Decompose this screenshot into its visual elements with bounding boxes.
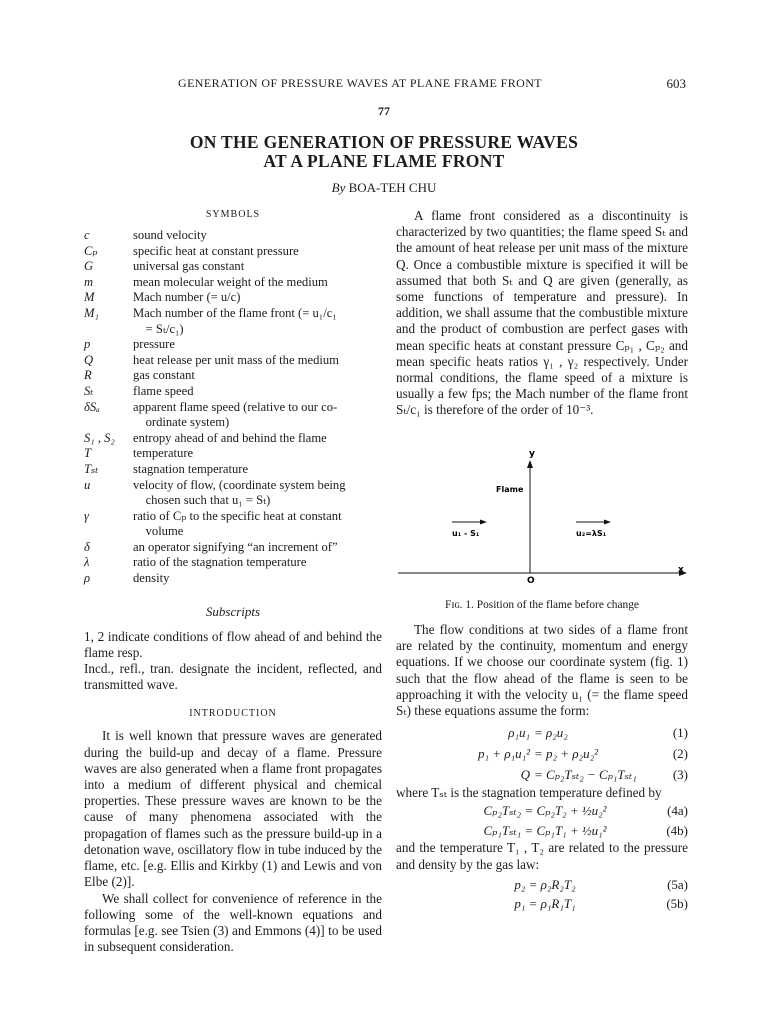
figure-1 — [396, 444, 696, 616]
equation-num: (2) — [672, 745, 688, 761]
equations-block-3 — [396, 875, 688, 914]
introduction-paragraph-1: It is well known that pressure waves are generated during the build-up and decay of a flame. Pressure waves are also generated when a flame front propagates into a medium of different physical and chemical properties. These pressure waves are known to be the cause of many phenomena associated with the propagation of flames such as the pressure build-up in a detonation wave, oscillatory flow in tube induced by the flame, etc. [e.g. Ellis and Kirkby (1) and Lewis and von Elbe (2)]. — [84, 728, 382, 890]
flame-diagram — [396, 444, 696, 594]
symbols-list — [84, 228, 382, 587]
symbol-glyph: γ — [84, 508, 89, 523]
symbol-glyph: Sₜ — [84, 383, 94, 398]
equation-row — [446, 722, 688, 743]
symbol-row — [84, 478, 382, 494]
article-number: 77 — [378, 104, 390, 118]
equation-lhs: ρ₁u₁ — [508, 724, 530, 740]
symbol-row — [84, 275, 382, 291]
equation-row — [446, 875, 688, 895]
symbol-description: sound velocity — [133, 228, 207, 242]
equation-row — [446, 894, 688, 914]
equation-expr: Cₚ₂Tₛₜ₂ = Cₚ₂T₂ + ½u₂² — [483, 803, 607, 819]
right-column — [396, 208, 688, 419]
symbol-glyph — [84, 415, 133, 431]
symbol-glyph: M₁ — [84, 305, 99, 320]
symbols-heading: SYMBOLS — [205, 209, 261, 220]
equation-num: (5b) — [666, 896, 688, 912]
symbol-row — [84, 244, 382, 260]
equation-expr: p₂ = ρ₂R₂T₂ — [514, 876, 576, 892]
y-label: y — [529, 449, 535, 459]
author-name: BOA-TEH CHU — [348, 180, 437, 195]
right-flow-arrowhead — [604, 520, 611, 525]
symbol-description: temperature — [133, 446, 194, 461]
y-axis-arrowhead — [527, 460, 533, 468]
right-column-lower — [396, 622, 688, 914]
symbol-row — [84, 400, 382, 416]
symbol-description: volume — [133, 524, 184, 539]
symbol-description: ratio of Cₚ to the specific heat at constant — [133, 508, 342, 523]
symbol-row — [84, 368, 382, 384]
symbol-description: Mach number of the flame front (= u₁/c₁ — [133, 305, 337, 320]
symbol-row — [84, 555, 382, 571]
symbol-glyph: δ — [84, 539, 90, 554]
byline — [0, 180, 768, 196]
symbol-description: flame speed — [133, 383, 194, 398]
symbol-row — [84, 384, 382, 400]
right-paragraph-3: where Tₛₜ is the stagnation temperature defined by — [396, 785, 662, 801]
symbol-description: velocity of flow, (coordinate system being — [133, 477, 346, 492]
symbol-glyph — [84, 322, 133, 338]
title-line-1: ON THE GENERATION OF PRESSURE WAVES — [189, 132, 579, 152]
symbol-row — [84, 290, 382, 306]
symbol-description: chosen such that u₁ = Sₜ) — [133, 493, 271, 508]
by-word: By — [331, 180, 346, 195]
symbol-glyph: u — [84, 477, 91, 492]
symbol-row — [84, 493, 382, 509]
equation-num: (4b) — [666, 822, 688, 838]
symbol-glyph — [84, 524, 133, 540]
symbol-row — [84, 446, 382, 462]
equation-lhs: Q — [520, 766, 530, 782]
symbol-glyph: Tₛₜ — [84, 461, 99, 476]
left-flow-label: u₁ - S₁ — [452, 529, 480, 538]
equation-rhs: = Cₚ₂Tₛₜ₂ − Cₚ₁Tₛₜ₁ — [534, 766, 637, 782]
symbol-description: ratio of the stagnation temperature — [133, 555, 307, 570]
right-paragraph-1: A flame front considered as a discontinuity is characterized by two quantities; the flame speed Sₜ and the amount of heat release per unit mass of the mixture Q. Once a combustible mixture is specified it will be assumed that both Sₜ and Q are given (generally, as some functions of temperature and pressure). In addition, we shall assume that the combustible mixture and the product of combustion are perfect gases with mean specific heats at constant pressure Cₚ₁ , Cₚ₂ and mean specific heats ratios γ₁ , γ₂ respectively. Under normal conditions, the flame speed of a mixture is usually a few fps; the Mach number of the flame front Sₜ/c₁ is therefore of the order of 10⁻³. — [396, 208, 688, 418]
symbol-glyph: Cₚ — [84, 243, 98, 258]
equation-rhs: = p₂ + ρ₂u₂² — [534, 745, 598, 761]
symbol-description: pressure — [133, 337, 175, 352]
symbol-glyph: G — [84, 259, 94, 274]
symbol-row — [84, 415, 382, 431]
symbol-glyph: λ — [84, 555, 90, 570]
symbol-row — [84, 353, 382, 369]
symbol-description: stagnation temperature — [133, 461, 249, 476]
symbol-row — [84, 462, 382, 478]
x-label: x — [678, 565, 684, 575]
symbol-glyph: δSₐ — [84, 399, 100, 414]
symbol-glyph: p — [84, 337, 91, 352]
origin-label: O — [527, 576, 535, 586]
subscripts-paragraph-1: 1, 2 indicate conditions of flow ahead of and behind the flame resp. — [84, 628, 382, 660]
symbol-row — [84, 322, 382, 338]
symbol-description: Mach number (= u/c) — [133, 290, 241, 305]
right-paragraph-2: The flow conditions at two sides of a flame front are related by the continuity, momentum and energy equations. If we choose our coordinate system (fig. 1) such that the flow ahead of the flame is seen to be approaching it with the velocity u₁ (= the flame speed Sₜ) these equations assume the form: — [396, 622, 688, 719]
symbol-glyph: R — [84, 368, 92, 383]
equation-num: (3) — [672, 766, 688, 782]
equation-row — [446, 801, 688, 821]
symbol-description: an operator signifying “an increment of” — [133, 539, 338, 554]
equation-rhs: = ρ₂u₂ — [534, 724, 568, 740]
symbol-glyph: T — [84, 446, 92, 461]
symbol-row — [84, 571, 382, 587]
symbol-glyph: m — [84, 274, 94, 289]
equation-row — [446, 764, 688, 785]
right-flow-label: u₂=λS₁ — [576, 529, 607, 538]
symbol-description: mean molecular weight of the medium — [133, 274, 328, 289]
symbol-glyph — [84, 493, 133, 509]
left-column — [84, 208, 382, 955]
left-flow-arrowhead — [480, 520, 487, 525]
symbol-description: density — [133, 571, 170, 586]
introduction-paragraph-2: We shall collect for convenience of reference in the following some of the well-known equations and formulas [e.g. see Tsien (3) and Emmons (4)] to be used in subsequent consideration. — [84, 890, 382, 955]
equation-num: (1) — [672, 724, 688, 740]
symbol-glyph: ρ — [84, 571, 91, 586]
introduction-heading: INTRODUCTION — [189, 708, 277, 720]
equation-lhs: p₁ + ρ₁u₁² — [478, 745, 530, 761]
symbol-row — [84, 431, 382, 447]
equation-row — [446, 821, 688, 841]
symbol-row — [84, 306, 382, 322]
symbol-description: entropy ahead of and behind the flame — [133, 430, 327, 445]
equation-expr: p₁ = ρ₁R₁T₁ — [514, 896, 576, 912]
title-line-2: AT A PLANE FLAME FRONT — [263, 151, 505, 171]
equation-num: (4a) — [667, 803, 688, 819]
symbol-description: heat release per unit mass of the medium — [133, 352, 339, 367]
symbol-row — [84, 524, 382, 540]
symbol-description: specific heat at constant pressure — [133, 243, 299, 258]
symbol-row — [84, 509, 382, 525]
equation-num: (5a) — [667, 876, 688, 892]
figure-caption: Fɪɢ. 1. Position of the flame before change — [444, 599, 639, 611]
symbol-row — [84, 259, 382, 275]
symbol-description: universal gas constant — [133, 259, 245, 274]
running-title: GENERATION OF PRESSURE WAVES AT PLANE FRAME FRONT — [178, 76, 542, 90]
symbol-description: = Sₜ/c₁) — [133, 321, 184, 336]
subscripts-paragraph-2: Incd., refl., tran. designate the incident, reflected, and transmitted wave. — [84, 661, 382, 693]
symbol-glyph: c — [84, 228, 90, 242]
equations-block-1 — [396, 722, 688, 785]
symbol-row — [84, 540, 382, 556]
page-number: 603 — [666, 76, 686, 91]
symbol-glyph: Q — [84, 352, 94, 367]
subscripts-heading: Subscripts — [205, 603, 261, 619]
equation-expr: Cₚ₁Tₛₜ₁ = Cₚ₁T₁ + ½u₁² — [483, 822, 607, 838]
article-title — [0, 133, 768, 171]
right-paragraph-4: and the temperature T₁ , T₂ are related to the pressure and density by the gas law: — [396, 840, 688, 872]
symbol-description: ordinate system) — [133, 415, 230, 430]
symbol-description: gas constant — [133, 368, 195, 383]
equations-block-2 — [396, 801, 688, 840]
symbol-description: apparent flame speed (relative to our co- — [133, 399, 338, 414]
equation-row — [446, 743, 688, 764]
symbol-glyph: M — [84, 290, 95, 305]
symbol-glyph: S₁ , S₂ — [84, 430, 115, 445]
symbol-row — [84, 337, 382, 353]
symbol-row — [84, 228, 382, 244]
flame-label: Flame — [496, 485, 524, 494]
